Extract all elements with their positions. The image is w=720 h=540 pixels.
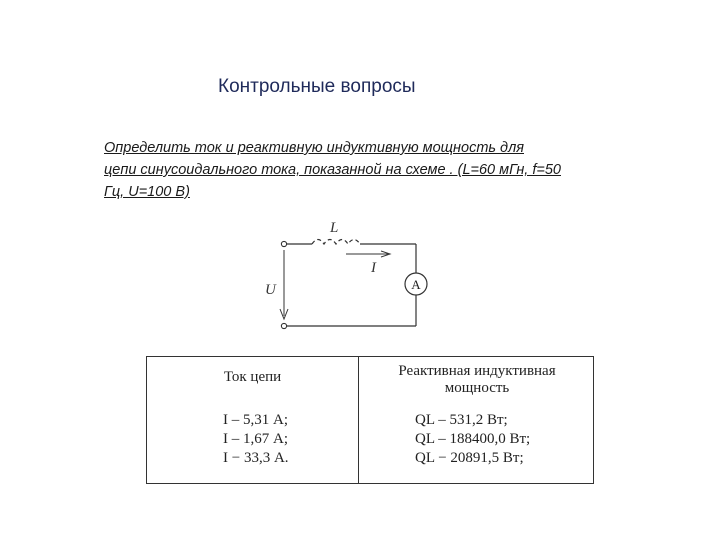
ammeter-label: A	[411, 277, 421, 292]
terminal-bottom	[281, 323, 286, 328]
power-option: QL – 188400,0 Вт;	[415, 431, 531, 447]
inductor-coil	[312, 240, 360, 245]
voltage-label: U	[265, 282, 276, 298]
question-line-2: цепи синусоидального тока, показанной на схеме . (L=60 мГн, f=50	[104, 162, 561, 178]
power-column-header	[359, 363, 595, 397]
power-header-line-2: мощность	[444, 380, 510, 396]
question-line-1: Определить ток и реактивную индуктивную мощность для	[104, 140, 524, 156]
answer-table	[146, 356, 594, 484]
inductor-label: L	[330, 220, 339, 236]
power-header-line-1: Реактивная индуктивная	[398, 363, 556, 379]
current-option: I − 33,3 А.	[223, 450, 289, 466]
power-option: QL − 20891,5 Вт;	[415, 450, 524, 466]
power-options	[415, 411, 530, 468]
power-option: QL – 531,2 Вт;	[415, 412, 508, 428]
question-text	[104, 137, 664, 203]
circuit-diagram	[250, 208, 450, 338]
current-options	[223, 411, 289, 468]
current-option: I – 5,31 А;	[223, 412, 288, 428]
question-line-3: Гц, U=100 В)	[104, 184, 190, 200]
slide-title: Контрольные вопросы	[218, 76, 416, 97]
current-label: I	[371, 260, 376, 276]
terminal-top	[281, 241, 286, 246]
current-option: I – 1,67 А;	[223, 431, 288, 447]
current-column-header: Ток цепи	[223, 369, 282, 385]
